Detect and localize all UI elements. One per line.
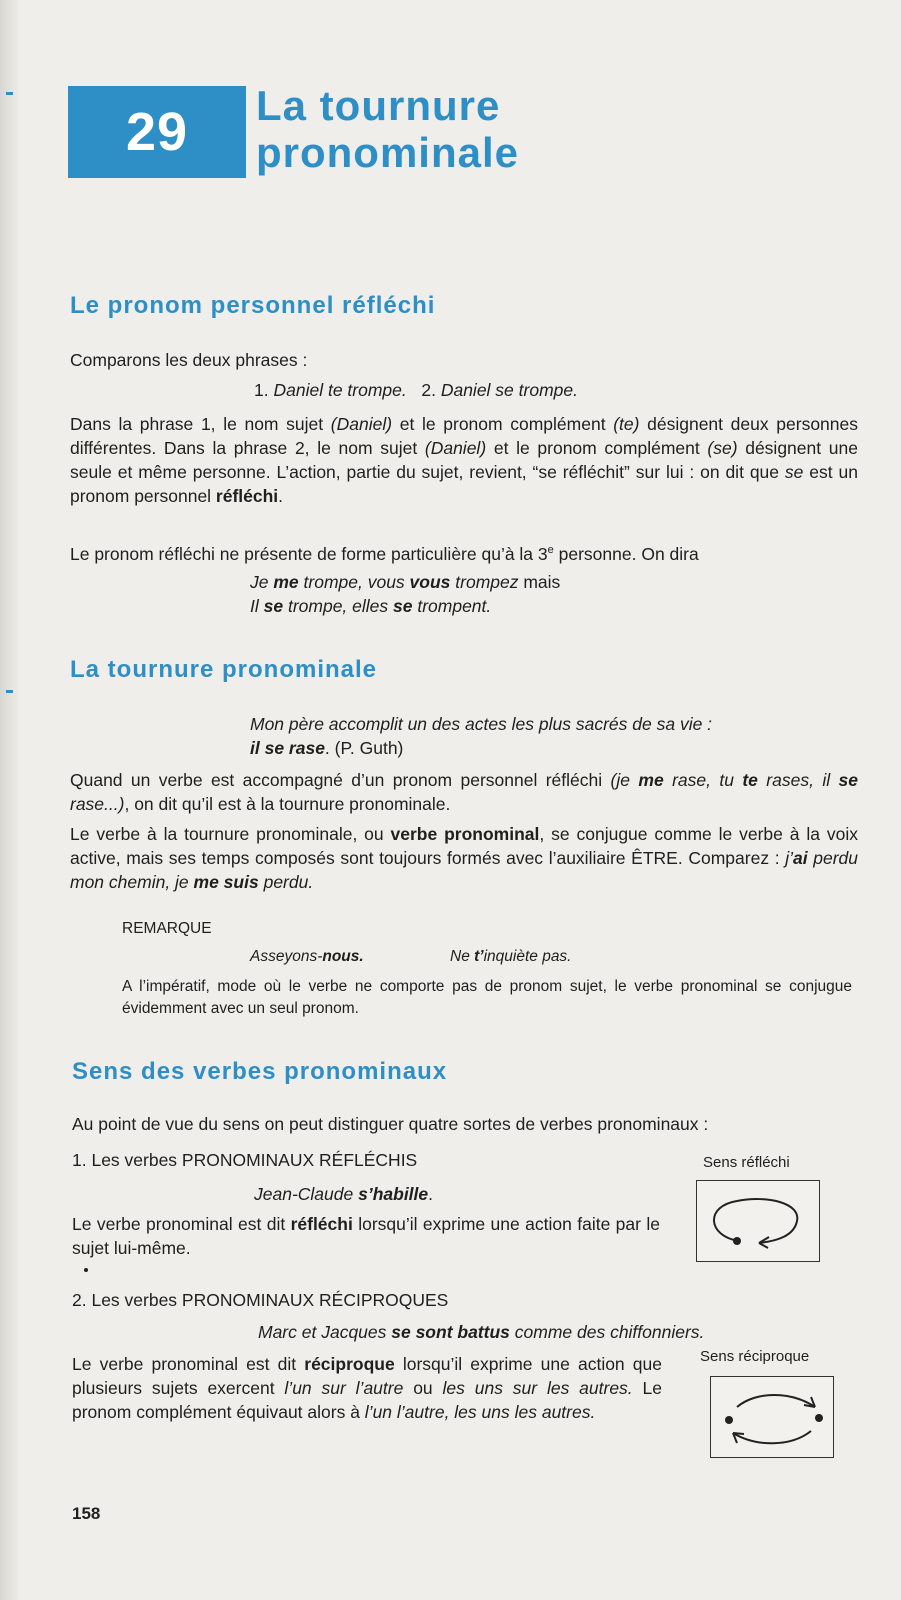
reciprocal-diagram-label: Sens réciproque — [700, 1348, 810, 1365]
section1-paragraph-2: Le pronom réfléchi ne présente de forme particulière qu’à la 3e personne. On dira — [70, 543, 699, 564]
example-2-number: 2. — [421, 380, 436, 400]
item1-text: Le verbe pronominal est dit réfléchi lorsqu’il exprime une action faite par le sujet lui-même. — [72, 1214, 660, 1258]
reflexive-arrow-icon — [697, 1181, 819, 1261]
chapter-number-box — [68, 86, 246, 178]
remark-text: A l’impératif, mode où le verbe ne comporte pas de pronom sujet, le verbe pronominal se conjugue évidemment avec un seul pronom. — [122, 978, 852, 1017]
reflexive-diagram — [696, 1180, 820, 1262]
example-1-number: 1. — [254, 380, 269, 400]
example-2-text: Daniel se trompe. — [440, 380, 578, 400]
section1-paragraph-1: Dans la phrase 1, le nom sujet (Daniel) et le pronom complément (te) désignent deux personnes différentes. Dans la phrase 2, le nom sujet (Daniel) et le pronom complément (se) désignent une seule et même personne. L’action, partie du sujet, revient, “se réfléchit” sur lui : on dit que se est un pronom personnel réfléchi. — [70, 414, 858, 506]
section-heading-reflexive-pronoun: Le pronom personnel réfléchi — [70, 292, 436, 319]
margin-tick — [6, 92, 13, 95]
quote-line-2: il se rase. (P. Guth) — [250, 738, 404, 758]
reflexive-diagram-label: Sens réfléchi — [703, 1154, 790, 1171]
section2-paragraph-2: Le verbe à la tournure pronominale, ou verbe pronominal, se conjugue comme le verbe à la voix active, mais ses temps composés sont toujours formés avec l’auxiliaire ÊTRE. Comparez : j’ai perdu mon chemin, je me suis perdu. — [70, 824, 858, 892]
example-sentences — [254, 378, 578, 402]
section3-intro: Au point de vue du sens on peut distinguer quatre sortes de verbes pronominaux : — [72, 1114, 709, 1134]
item1-example: Jean-Claude s’habille. — [254, 1184, 434, 1204]
page-spine — [0, 0, 18, 1600]
quote-line-1: Mon père accomplit un des actes les plus sacrés de sa vie : — [250, 714, 713, 734]
item2-example: Marc et Jacques se sont battus comme des chiffonniers. — [258, 1322, 705, 1342]
chapter-number: 29 — [125, 102, 189, 162]
margin-tick — [6, 690, 13, 693]
remark-example-1: Asseyons-nous. — [250, 948, 364, 965]
item2-text: Le verbe pronominal est dit réciproque lorsqu’il exprime une action que plusieurs sujets exercent l’un sur l’autre ou les uns sur les autres. Le pronom complément équivaut alors à l’un l’autre, les uns les autres. — [72, 1354, 663, 1422]
chapter-title-line1: La tournure — [256, 82, 501, 129]
stray-dot — [84, 1268, 88, 1272]
chapter-title — [256, 82, 676, 176]
reciprocal-arrows-icon — [711, 1377, 833, 1457]
example-1-text: Daniel te trompe. — [273, 380, 407, 400]
page-number: 158 — [72, 1504, 101, 1523]
reciprocal-diagram — [710, 1376, 834, 1458]
section1-intro: Comparons les deux phrases : — [70, 350, 308, 370]
item1-title: 1. Les verbes PRONOMINAUX RÉFLÉCHIS — [72, 1150, 418, 1170]
section-heading-meanings: Sens des verbes pronominaux — [72, 1058, 448, 1085]
example-line-3: Je me trompe, vous vous trompez mais — [250, 572, 561, 592]
example-line-4: Il se trompe, elles se trompent. — [250, 596, 492, 616]
chapter-title-line2: pronominale — [256, 129, 520, 176]
remark-example-2: Ne t’inquiète pas. — [450, 948, 572, 965]
section2-paragraph-1: Quand un verbe est accompagné d’un pronom personnel réfléchi (je me rase, tu te rases, il se rase...), on dit qu’il est à la tournure pronominale. — [70, 770, 858, 814]
item2-title: 2. Les verbes PRONOMINAUX RÉCIPROQUES — [72, 1290, 449, 1310]
remark-label: REMARQUE — [122, 920, 212, 937]
section-heading-pronominal-form: La tournure pronominale — [70, 656, 378, 683]
